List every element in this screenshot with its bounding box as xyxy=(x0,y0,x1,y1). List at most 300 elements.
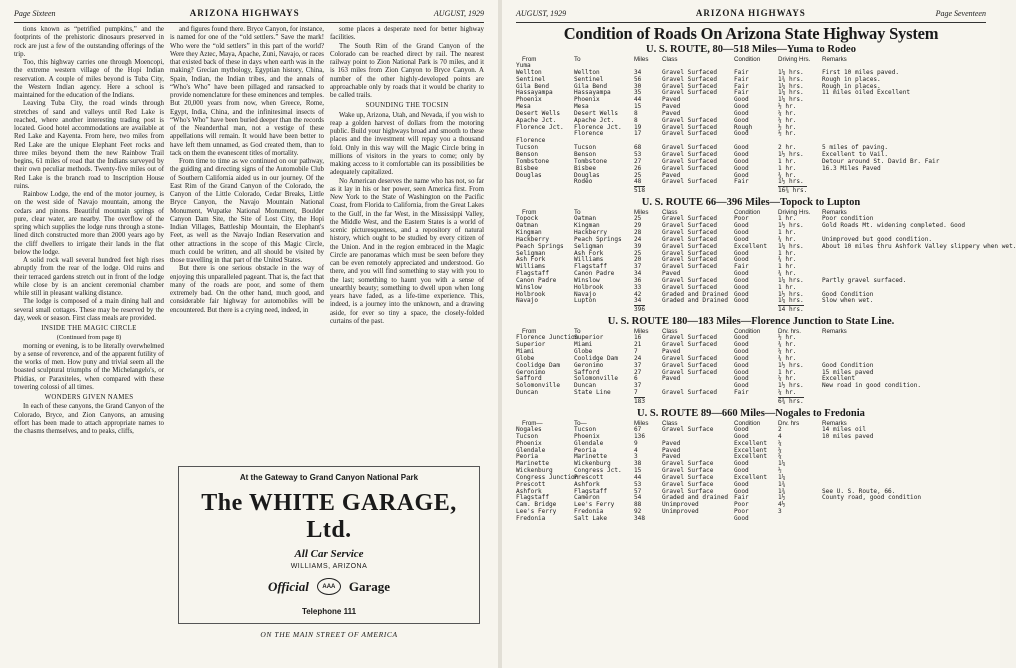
table-cell: 27 xyxy=(634,157,642,165)
table-cell: ¾ hr. xyxy=(778,171,797,179)
left-page xyxy=(0,0,498,668)
column-header: Remarks xyxy=(822,328,847,336)
column-header: Condition xyxy=(734,209,761,217)
total-driving-hours: 6¾ hrs. xyxy=(778,398,804,405)
table-cell: 1 hr. xyxy=(778,263,797,271)
table-cell: 6 xyxy=(634,375,638,383)
table-cell: Gravel Surfaced xyxy=(662,228,718,236)
left-magazine-title: ARIZONA HIGHWAYS xyxy=(189,8,300,18)
table-cell: Good xyxy=(734,276,749,284)
table-cell: Paved xyxy=(662,96,681,104)
table-cell: Gravel Surfaced xyxy=(662,144,718,152)
table-cell: 53 xyxy=(634,480,642,488)
table-cell: Gravel Surfaced xyxy=(662,75,718,83)
article-paragraph: Rainbow Lodge, the end of the motor journey, is on the west side of Navajo mountain, among the cedars and pinons. Beautiful mountain springs of pure, clear water, are nearby. The overflow of the spring which supplies the lodge runs through a stone-lined ditch constructed more than 2000 years ago by the cliff dwellers to irrigate their lands in the flat below the lodge. xyxy=(14,191,164,256)
table-cell: Phoenix xyxy=(574,432,600,440)
ad-business-name: The WHITE GARAGE, Ltd. xyxy=(201,490,457,543)
table-cell: Paved xyxy=(662,270,681,278)
table-cell: 25 xyxy=(634,215,642,223)
table-cell: 1½ hrs. xyxy=(778,382,804,390)
table-cell: Unimproved xyxy=(662,508,699,516)
table-cell: Peoria xyxy=(516,453,539,461)
table-cell: 30 xyxy=(634,82,642,90)
column-header: From xyxy=(522,328,537,336)
table-cell: Congress Junction xyxy=(516,473,579,481)
table-cell: 2 hr. xyxy=(778,144,797,152)
ad-town: WILLIAMS, ARIZONA xyxy=(290,563,368,570)
table-cell: Gravel Surface xyxy=(662,487,714,495)
table-cell: County road, good condition xyxy=(822,494,922,502)
table-cell: 44 xyxy=(634,473,642,481)
table-cell: 37 xyxy=(634,361,642,369)
table-cell: Apache Jct. xyxy=(574,116,615,124)
table-cell: Geronimo xyxy=(574,361,604,369)
table-cell: Gravel Surface xyxy=(662,480,714,488)
table-cell: Solomonville xyxy=(516,382,561,390)
table-cell: Excellent xyxy=(734,446,768,454)
table-cell: 1½ hrs. xyxy=(778,150,804,158)
table-cell: Good xyxy=(734,228,749,236)
table-cell: Gravel Surfaced xyxy=(662,354,718,362)
table-cell: 1½ xyxy=(778,494,786,502)
table-cell: Graded and drained xyxy=(662,494,729,502)
table-cell: ½ xyxy=(778,467,782,475)
table-cell: Fair xyxy=(734,389,749,397)
table-cell: Marinette xyxy=(516,460,550,468)
table-cell: Globe xyxy=(516,354,535,362)
table-cell: Sentinel xyxy=(516,75,546,83)
table-cell: 1 hr. xyxy=(778,249,797,257)
table-cell: 348 xyxy=(634,514,646,522)
route-title: U. S. ROUTE 180—183 Miles—Florence Junction to State Line. xyxy=(607,316,895,328)
table-cell: Good xyxy=(734,150,749,158)
table-cell: 1¼ hrs. xyxy=(778,242,804,250)
table-cell: Coolidge Dam xyxy=(516,361,561,369)
table-cell: 38 xyxy=(634,460,642,468)
table-cell: Gravel Surfaced xyxy=(662,242,718,250)
table-cell: 3 xyxy=(634,453,638,461)
table-cell: ¼ hr. xyxy=(778,109,797,117)
table-cell: Good xyxy=(734,103,749,111)
route-table xyxy=(516,335,986,397)
table-cell: Holbrook xyxy=(516,290,546,298)
table-cell: Peach Springs xyxy=(574,235,622,243)
table-cell: Winslow xyxy=(516,283,542,291)
ad-gateway-line: At the Gateway to Grand Canyon National Park xyxy=(239,473,419,482)
table-cell: 17 xyxy=(634,130,642,138)
table-cell: 37 xyxy=(634,382,642,390)
table-cell: 20 xyxy=(634,256,642,264)
table-cell: Good xyxy=(734,514,749,522)
table-cell: Good xyxy=(734,109,749,117)
table-cell: Gravel Surface xyxy=(662,460,714,468)
table-cell: ¼ hr. xyxy=(778,116,797,124)
table-cell: Gravel Surfaced xyxy=(662,283,718,291)
table-cell: Good xyxy=(734,256,749,264)
table-cell: Graded and Drained xyxy=(662,290,729,298)
table-cell: 1¾ hrs. xyxy=(778,75,804,83)
section-heading-wonders: WONDERS GIVEN NAMES xyxy=(44,394,134,401)
table-cell: 15 miles paved xyxy=(822,368,874,376)
table-cell: Safford xyxy=(516,375,542,383)
table-cell: 1 hr. xyxy=(778,228,797,236)
table-cell: ¾ hr. xyxy=(778,256,797,264)
total-driving-hours: 16¾ hrs. xyxy=(778,187,808,195)
table-cell: 34 xyxy=(634,270,642,278)
table-cell: 25 xyxy=(634,249,642,257)
table-cell: Lee's Ferry xyxy=(516,508,557,516)
table-row xyxy=(516,516,986,523)
table-cell: Good xyxy=(734,467,749,475)
table-cell: Gravel Surfaced xyxy=(662,215,718,223)
table-cell: 36 xyxy=(634,276,642,284)
article-paragraph: Too, this highway carries one through Moencopi, the extreme western village of the Hopi Indian reservation. A couple of miles beyond is Tuba City, the Western Indian agency. Here a school is maintained for the education of the Indians. xyxy=(14,59,164,99)
table-cell: Gravel Surfaced xyxy=(662,341,718,349)
table-cell: Gravel Surfaced xyxy=(662,389,718,397)
table-cell: Graded and Drained xyxy=(662,297,729,305)
table-cell: Wickenburg xyxy=(516,467,553,475)
table-cell: Detour around St. David Br. Fair xyxy=(822,157,940,165)
table-cell: 4½ xyxy=(778,501,786,509)
right-page-number: Page Seventeen xyxy=(935,8,986,18)
column-header: Condition xyxy=(734,56,761,63)
table-cell: Fair xyxy=(734,75,749,83)
table-cell: 68 xyxy=(634,144,642,152)
route-title: U. S. ROUTE 66—396 Miles—Topock to Lupton xyxy=(641,197,861,209)
table-cell: Gravel Surfaced xyxy=(662,276,718,284)
table-cell: Good xyxy=(734,354,749,362)
table-cell: Rodeo xyxy=(574,178,593,186)
table-cell: Good xyxy=(734,283,749,291)
table-cell: Gravel Surfaced xyxy=(662,82,718,90)
table-cell: Kingman xyxy=(516,228,542,236)
table-cell: Poor xyxy=(734,215,749,223)
table-cell: Paved xyxy=(662,439,681,447)
table-cell: Tombstone xyxy=(516,157,550,165)
table-cell: ¾ hr. xyxy=(778,270,797,278)
table-cell: ½ hr. xyxy=(778,103,797,111)
table-cell: Fair xyxy=(734,68,749,76)
table-cell: 3 xyxy=(778,508,782,516)
table-cell: Oatman xyxy=(574,215,597,223)
table-cell: Paved xyxy=(662,453,681,461)
table-cell: Good xyxy=(734,157,749,165)
table-cell: State Line xyxy=(574,389,611,397)
table-cell: Duncan xyxy=(574,382,597,390)
table-cell: Tucson xyxy=(574,426,597,433)
table-cell: Florence xyxy=(516,137,546,145)
table-cell: 8 xyxy=(634,116,638,124)
table-cell: Cameron xyxy=(574,494,600,502)
table-cell: Lupton xyxy=(574,297,597,305)
table-cell: Douglas xyxy=(516,171,542,179)
table-cell: Tombstone xyxy=(574,157,608,165)
table-row xyxy=(516,298,986,305)
table-cell: Navajo xyxy=(574,290,597,298)
table-cell: Gravel Surfaced xyxy=(662,130,718,138)
table-cell: Wellton xyxy=(574,68,600,76)
table-cell: Cam. Bridge xyxy=(516,501,557,509)
table-cell: 1½ hrs. xyxy=(778,222,804,230)
white-garage-advertisement xyxy=(178,466,480,639)
table-cell: Tucson xyxy=(516,144,539,152)
table-cell: Ashfork xyxy=(574,480,600,488)
table-cell: Congress Jct. xyxy=(574,467,622,475)
table-cell: First 10 miles paved. xyxy=(822,68,900,76)
table-cell: Seligman xyxy=(574,242,604,250)
table-cell: 15 xyxy=(634,467,642,475)
table-cell: Paved xyxy=(662,348,681,356)
right-magazine-title: ARIZONA HIGHWAYS xyxy=(695,8,806,18)
right-page xyxy=(502,0,1016,668)
table-cell: Seligman xyxy=(516,249,546,257)
table-cell: 1 hr. xyxy=(778,368,797,376)
table-cell: 48 xyxy=(634,178,642,186)
table-cell: Coolidge Dam xyxy=(574,354,619,362)
column-header: Driving Hrs. xyxy=(778,56,811,63)
table-cell: Flagstaff xyxy=(574,487,608,495)
table-cell: Winslow xyxy=(574,276,600,284)
table-cell: Superior xyxy=(516,341,546,349)
table-cell: Gravel Surfaced xyxy=(662,263,718,271)
column-header: Remarks xyxy=(822,209,847,217)
table-cell: 136 xyxy=(634,432,646,440)
table-cell: 26 xyxy=(634,164,642,172)
table-cell: Fair xyxy=(734,82,749,90)
section-heading-magic-circle: INSIDE THE MAGIC CIRCLE xyxy=(41,325,137,332)
route-table xyxy=(516,427,986,523)
ad-official-label: Official xyxy=(267,578,309,594)
table-cell: ¾ hr. xyxy=(778,235,797,243)
table-cell: Good xyxy=(734,375,749,383)
table-cell: Excellent xyxy=(734,439,768,447)
table-cell: 56 xyxy=(634,75,642,83)
table-cell: Yuma xyxy=(516,62,531,69)
table-cell: 28 xyxy=(634,228,642,236)
table-cell: Marinette xyxy=(574,453,608,461)
table-cell: Canon Padre xyxy=(574,270,615,278)
table-cell: Phoenix xyxy=(516,96,542,104)
table-cell: Florence Jct. xyxy=(574,123,622,131)
right-issue-date: AUGUST, 1929 xyxy=(516,8,567,18)
left-page-header xyxy=(14,6,484,20)
table-row xyxy=(516,131,986,138)
table-cell: Mesa xyxy=(574,103,589,111)
table-cell: Salt Lake xyxy=(574,514,608,522)
column-header: Miles xyxy=(634,420,649,427)
table-cell: 1¼ hrs. xyxy=(778,82,804,90)
table-cell: Tucson xyxy=(516,432,539,440)
table-cell: Glendale xyxy=(574,439,604,447)
ad-telephone: Telephone 111 xyxy=(301,607,357,616)
table-cell: ¼ hr. xyxy=(778,389,797,397)
table-cell: Flagstaff xyxy=(516,270,550,278)
table-cell: Florence Jct. xyxy=(516,123,564,131)
table-cell: Sentinel xyxy=(574,75,604,83)
table-cell: Good Condition xyxy=(822,290,874,298)
table-cell: Good xyxy=(734,487,749,495)
table-cell: Paved xyxy=(662,375,681,383)
table-cell: 21 xyxy=(634,341,642,349)
table-cell: ½ hr. xyxy=(778,334,797,342)
article-paragraph: Leaving Tuba City, the road winds through stretches of sand and valleys until Red Lake is reached, where another interesting trading post is located. Good hotel accommodations are available at Red Lake and Kayenta. From here, two miles from Red Lake are the unique Elephant Feet rocks and three miles beyond them the new Rainbow Trail begins, 61 miles of road that the Indians surveyed by their own peculiar methods. Twenty-five miles out of Red Lake is the branch road to Inscription House ruins. xyxy=(14,100,164,190)
table-cell: Mesa xyxy=(516,103,531,111)
left-issue-date: AUGUST, 1929 xyxy=(433,8,484,18)
article-paragraph: In each of these canyons, the Grand Canyon of the Colorado, Bryce, and Zion Canyons, an amusing effort has been made to attach appropriate names to the chasms themselves, and to peaks, cliffs, xyxy=(14,403,164,435)
table-cell: Phoenix xyxy=(516,439,542,447)
table-cell: 24 xyxy=(634,354,642,362)
table-cell: 39 xyxy=(634,242,642,250)
table-cell: Gravel Surfaced xyxy=(662,256,718,264)
article-paragraph: some places a desperate need for better highway facilities. xyxy=(330,26,484,42)
continued-note: (Continued from page 8) xyxy=(56,334,122,342)
table-cell: 1½ hrs. xyxy=(778,361,804,369)
table-cell: Paved xyxy=(662,171,681,179)
table-cell: Bisbee xyxy=(574,164,597,172)
table-cell: 11 miles oiled Excellent xyxy=(822,89,911,97)
table-cell: Douglas xyxy=(574,171,600,179)
table-cell: Phoenix xyxy=(574,96,600,104)
table-cell: Good xyxy=(734,432,749,440)
table-cell: Topock xyxy=(516,215,539,223)
table-cell: 1¼ hrs. xyxy=(778,89,804,97)
table-cell: Good xyxy=(734,171,749,179)
table-cell: Poor xyxy=(734,508,749,516)
column-header: Miles xyxy=(634,209,649,217)
table-cell: Gravel Surfaced xyxy=(662,178,718,186)
table-cell: 92 xyxy=(634,508,642,516)
table-row xyxy=(516,179,986,186)
table-cell: Nogales xyxy=(516,426,542,433)
table-cell: 7 xyxy=(634,348,638,356)
table-cell: Good xyxy=(734,270,749,278)
table-cell: Williams xyxy=(574,256,604,264)
table-cell: Poor condition xyxy=(822,215,874,223)
table-cell: Superior xyxy=(574,334,604,342)
table-cell: 15 xyxy=(634,103,642,111)
column-header: Class xyxy=(662,420,678,427)
ad-garage-label: Garage xyxy=(348,578,391,594)
table-cell: 5 miles of paving. xyxy=(822,144,889,152)
table-cell: 8 xyxy=(634,109,638,117)
table-cell: Apache Jct. xyxy=(516,116,557,124)
table-cell: Gravel Surfaced xyxy=(662,68,718,76)
table-cell: Fredonia xyxy=(516,514,546,522)
table-cell: Geronimo xyxy=(516,368,546,376)
table-cell: 29 xyxy=(634,222,642,230)
table-cell: 4 xyxy=(634,446,638,454)
table-cell: Fair xyxy=(734,89,749,97)
table-cell: Good xyxy=(734,290,749,298)
table-cell: 24 xyxy=(634,235,642,243)
table-cell: 88 xyxy=(634,501,642,509)
table-cell: Hackberry xyxy=(516,235,550,243)
left-header-rule xyxy=(14,22,484,23)
table-cell: Fredonia xyxy=(574,508,604,516)
column-header: Drv. hrs. xyxy=(778,328,801,336)
table-cell: Gravel Surfaced xyxy=(662,334,718,342)
table-cell: Holbrook xyxy=(574,283,604,291)
table-cell: Gravel Surfaced xyxy=(662,157,718,165)
table-cell: Miami xyxy=(516,348,535,356)
table-cell: Gravel Surfaced xyxy=(662,164,718,172)
table-cell: Duncan xyxy=(516,389,539,397)
route-table xyxy=(516,63,986,186)
table-cell: Unimproved but good condition. xyxy=(822,235,933,243)
table-cell: 54 xyxy=(634,494,642,502)
table-cell: Gravel Surface xyxy=(662,426,714,433)
ad-street-slogan: ON THE MAIN STREET OF AMERICA xyxy=(260,630,398,639)
table-cell: Gravel Surfaced xyxy=(662,89,718,97)
article-paragraph: The South Rim of the Grand Canyon of the Colorado can be reached direct by rail. The nearest railway point to Zion National Park is 70 miles, and it is 163 miles from Zion Canyon to Bryce Canyon. A number of the other highly-developed points are approachable only by roads that it would be charity to be called trails. xyxy=(330,42,484,99)
table-cell: Hassayampa xyxy=(574,89,611,97)
section-heading-tocsin: SOUNDING THE TOCSIN xyxy=(365,102,449,110)
column-header: Remarks xyxy=(822,56,847,63)
table-cell: Good Condition xyxy=(822,361,874,369)
table-cell: Gravel Surfaced xyxy=(662,361,718,369)
table-cell: Poor xyxy=(734,501,749,509)
table-cell: ¾ hr. xyxy=(778,354,797,362)
table-cell: 1¼ hrs. xyxy=(778,276,804,284)
table-cell: ¼ xyxy=(778,453,782,461)
table-cell: Flagstaff xyxy=(516,494,550,502)
column-header: Remarks xyxy=(822,420,847,427)
column-header: From— xyxy=(522,420,543,427)
table-cell: Benson xyxy=(574,150,597,158)
table-cell: Good xyxy=(734,116,749,124)
table-cell: 34 xyxy=(634,297,642,305)
table-cell: 34 xyxy=(634,68,642,76)
table-cell: Good xyxy=(734,249,749,257)
table-cell: Florence xyxy=(574,130,604,138)
article-paragraph: and figures found there. Bryce Canyon, for instance, is named for one of the “old settlers.” Save the mark! Who were the “old settlers” in this part of the world? Were they Aztec, Maya, Apache, Zuni, Navajo, or races that existed back of these in days when earth was in the making? Grecian mythology, Egyptian history, China, Spain, Indian, the Indian tribes, and the annals of “Who's Who” have been pillaged and ransacked to provide nomenclature for these eminences and temples. But 20,000 years from now, when Greece, Rome, Egypt, India, China, and the infinitesimal insects of “Who's Who” have been buried deeper than the records of the Neanderthal man, not a vestige of these appellations will remain. It would have been better to have left them unnamed, as God created them, than to tack on them the evanescent titles of mortality. xyxy=(170,26,324,157)
road-conditions-title: Condition of Roads On Arizona State Highway System xyxy=(563,24,939,43)
table-cell: 27 xyxy=(634,368,642,376)
table-cell: Flagstaff xyxy=(574,263,608,271)
column-header: Class xyxy=(662,328,678,336)
table-cell: Excellent xyxy=(734,242,768,250)
table-cell: Good xyxy=(734,348,749,356)
table-cell: ½ hr. xyxy=(778,123,797,131)
table-cell: Gravel Surfaced xyxy=(662,116,718,124)
table-cell: Paved xyxy=(662,109,681,117)
total-driving-hours: 14 hrs. xyxy=(778,306,804,314)
table-cell: Good xyxy=(734,426,749,433)
article-paragraph: But there is one serious obstacle in the way of enjoying this unparalleled pageant. That is, the fact that many of the roads are poor, and some of them extremely bad. On the other hand, much good, and considerable fair highway for automobiles will be encountered. But there is a crying need, indeed, in xyxy=(170,265,324,314)
table-cell: Desert Wells xyxy=(574,109,619,117)
table-cell: Good xyxy=(734,164,749,172)
table-cell: Gravel Surface xyxy=(662,473,714,481)
article-paragraph: From time to time as we continued on our pathway, the guiding and directing signs of the Automobile Club of Southern California aided us in our journey. Of the East Rim of the Grand Canyon of the Colorado, the Canyon of the Little Colorado, Cedar Breaks, Little Bryce Canyon, the Navajo Mountain National Monument, Wupatke National Monument, Boulder Canyon Dam Site, the Site of Lost City, the Hopi Indian Villages, Battleship Mountain, the Elephant's Feet, as well as the Navajo Indian Reservation and other attractions in the scope of this Magic Circle, much could be written, and all should be visited by those travelling in that part of the United States. xyxy=(170,158,324,264)
table-cell: Good xyxy=(734,297,749,305)
table-cell: Good xyxy=(734,96,749,104)
table-cell: 1 hr. xyxy=(778,283,797,291)
right-header-rule xyxy=(516,22,986,23)
table-cell: Peoria xyxy=(574,446,597,454)
table-cell: Globe xyxy=(574,348,593,356)
article-paragraph: Wake up, Arizona, Utah, and Nevada, if you wish to reap a golden harvest of dollars from the motoring public. Build your highways broad and smooth to these places and the investment will repay you a thousand fold. Only in this way will the Magic Circle bring in millions of visitors in the years to come; only by making access to it comfortable can its possibilities be adequately capitalized. xyxy=(330,111,484,177)
table-cell: Hackberry xyxy=(574,228,608,236)
table-cell: Good xyxy=(734,222,749,230)
table-cell: 14 miles oil xyxy=(822,426,867,433)
table-cell: Miami xyxy=(574,341,593,349)
route-table-header xyxy=(516,56,986,63)
table-cell: ¼ hr. xyxy=(778,375,797,383)
table-cell: Good xyxy=(734,368,749,376)
article-column-2 xyxy=(170,26,324,446)
table-cell: Gravel Surfaced xyxy=(662,235,718,243)
table-cell: Excellent xyxy=(734,473,768,481)
